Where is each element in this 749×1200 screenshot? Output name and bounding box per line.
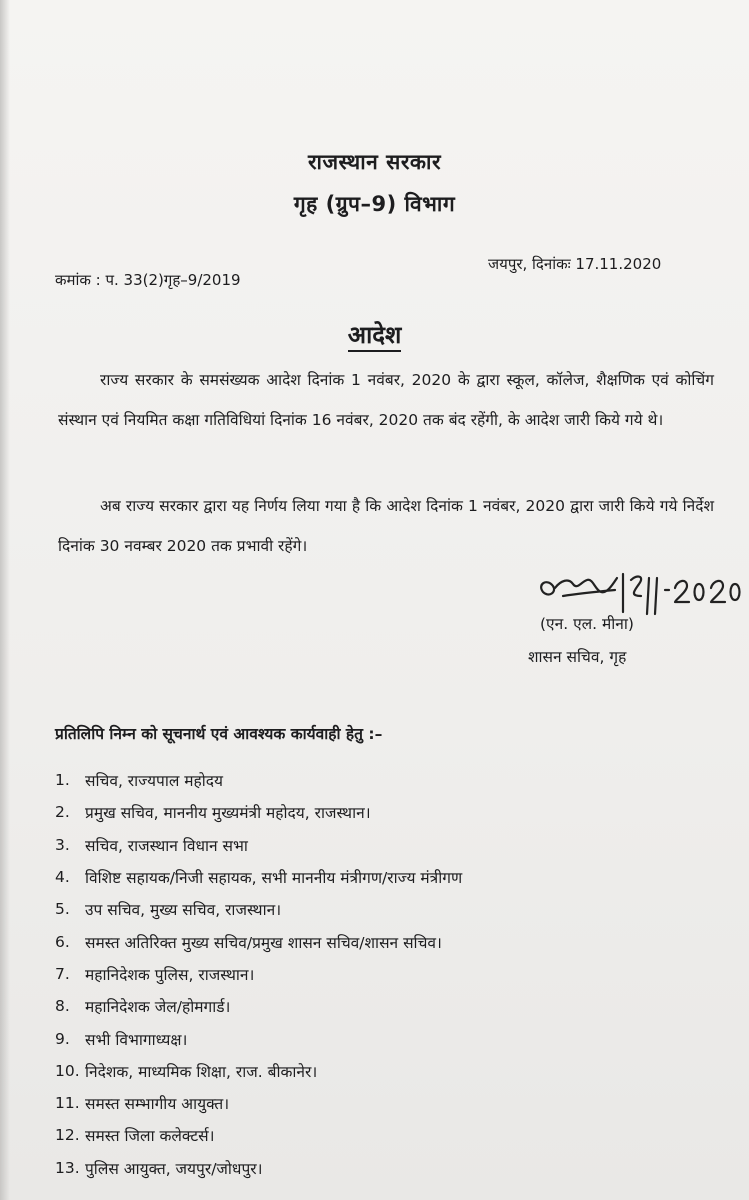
list-item-number: 9. <box>55 1029 70 1048</box>
list-item-number: 7. <box>55 964 70 983</box>
list-item <box>55 893 715 925</box>
list-item-text: उप सचिव, मुख्य सचिव, राजस्थान। <box>85 901 282 920</box>
list-item-text: प्रमुख सचिव, माननीय मुख्यमंत्री महोदय, राजस्थान। <box>85 804 371 823</box>
list-item-text: महानिदेशक जेल/होमगार्ड। <box>85 998 231 1017</box>
list-item <box>55 1022 715 1054</box>
government-title: राजस्थान सरकार <box>307 150 442 174</box>
list-item <box>55 861 715 893</box>
signatory-name: (एन. एल. मीना) <box>540 615 634 633</box>
list-item <box>55 958 715 990</box>
list-item-number: 11. <box>55 1094 80 1113</box>
list-item-text: सचिव, राज्यपाल महोदय <box>85 772 224 791</box>
list-item-text: सभी विभागाध्यक्ष। <box>85 1030 188 1049</box>
list-item-text: सचिव, राजस्थान विधान सभा <box>85 836 248 855</box>
list-item <box>55 1152 715 1184</box>
list-item-text: निदेशक, माध्यमिक शिक्षा, राज. बीकानेर। <box>85 1062 318 1081</box>
order-paragraph-1: राज्य सरकार के समसंख्यक आदेश दिनांक 1 नवंबर, 2020 के द्वारा स्कूल, कॉलेज, शैक्षणिक एवं कोचिंग संस्थान एवं नियमित कक्षा गतिविधियां दिनांक 16 नवंबर, 2020 तक बंद रहेंगी, के आदेश जारी किये गये थे। <box>58 371 714 429</box>
list-item-number: 8. <box>55 997 70 1016</box>
list-item-number: 13. <box>55 1158 80 1177</box>
list-item <box>55 829 715 861</box>
list-item-number: 2. <box>55 803 70 822</box>
list-item-text: समस्त अतिरिक्त मुख्य सचिव/प्रमुख शासन सचिव/शासन सचिव। <box>85 933 442 952</box>
department-title: गृह (ग्रुप–9) विभाग <box>293 192 456 216</box>
list-item-number: 5. <box>55 900 70 919</box>
list-item-text: समस्त जिला कलेक्टर्स। <box>85 1127 215 1146</box>
list-item <box>55 796 715 828</box>
order-title-text: आदेश <box>348 321 402 352</box>
copy-heading: प्रतिलिपि निम्न को सूचनार्थ एवं आवश्यक कार्यवाही हेतु :– <box>55 725 383 743</box>
list-item-number: 1. <box>55 771 70 790</box>
list-item-text: समस्त सम्भागीय आयुक्त। <box>85 1095 230 1114</box>
list-item <box>55 1087 715 1119</box>
list-item-number: 4. <box>55 868 70 887</box>
list-item <box>55 925 715 957</box>
list-item-text: पुलिस आयुक्त, जयपुर/जोधपुर। <box>85 1159 263 1178</box>
copy-list <box>55 764 715 1184</box>
list-item-number: 12. <box>55 1126 80 1145</box>
reference-number: कमांक : प. 33(2)गृह–9/2019 <box>55 271 241 289</box>
signatory-designation: शासन सचिव, गृह <box>528 648 627 666</box>
list-item <box>55 764 715 796</box>
list-item <box>55 1119 715 1151</box>
list-item <box>55 1055 715 1087</box>
place-date: जयपुर, दिनांकः 17.11.2020 <box>488 255 662 273</box>
list-item-text: विशिष्ट सहायक/निजी सहायक, सभी माननीय मंत्रीगण/राज्य मंत्रीगण <box>85 869 463 888</box>
order-paragraph-2: अब राज्य सरकार द्वारा यह निर्णय लिया गया है कि आदेश दिनांक 1 नवंबर, 2020 द्वारा जारी किये गये निर्देश दिनांक 30 नवम्बर 2020 तक प्रभावी रहेंगे। <box>58 497 714 555</box>
list-item-number: 3. <box>55 835 70 854</box>
list-item-number: 10. <box>55 1061 80 1080</box>
list-item-number: 6. <box>55 932 70 951</box>
page-edge-shadow <box>0 0 10 1200</box>
list-item-text: महानिदेशक पुलिस, राजस्थान। <box>85 965 255 984</box>
list-item <box>55 990 715 1022</box>
order-title <box>0 318 749 351</box>
